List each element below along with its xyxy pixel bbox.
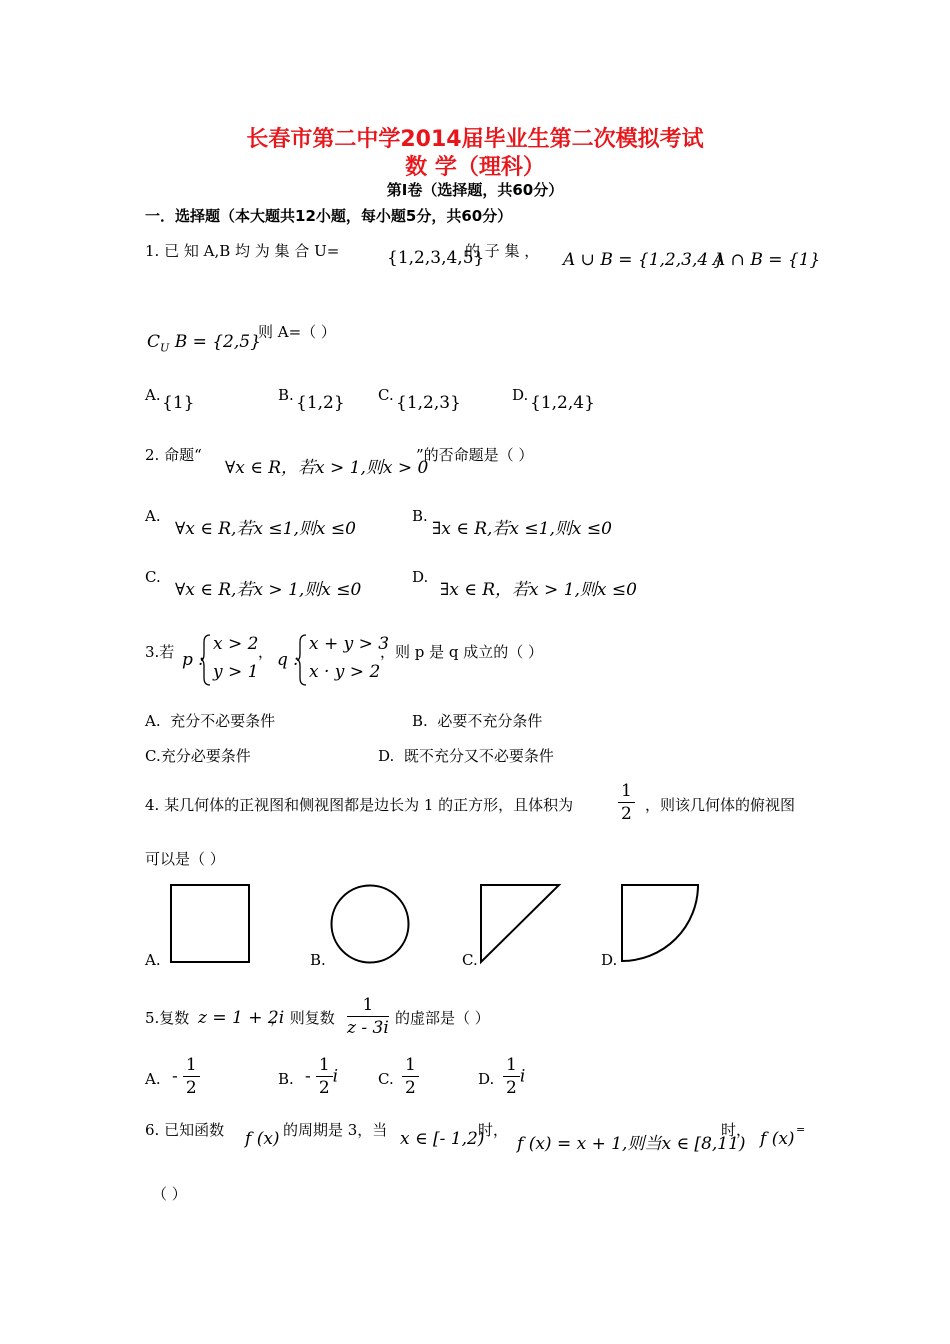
q4-option-c-label: C. xyxy=(462,951,478,969)
exam-subtitle: 数 学（理科） xyxy=(405,155,545,180)
q5-option-d-num: 1 xyxy=(503,1054,520,1077)
q5-stem: 5.复数 xyxy=(145,1009,190,1027)
q5-option-b-label: B. xyxy=(278,1070,294,1088)
q3-option-d-text: 既不充分又不必要条件 xyxy=(403,747,554,765)
q2-option-b: ∃x ∈ R,若x ≤1,则x ≤0 xyxy=(432,519,612,539)
q3-option-c-text: 充分必要条件 xyxy=(160,747,251,765)
q3-q-line2: x · y > 2 xyxy=(309,662,381,682)
q3-tail: ，则 p 是 q 成立的（ ） xyxy=(380,643,544,661)
q6-domain: x ∈ [- 1,2) xyxy=(400,1129,485,1149)
q5-frac-den: z - 3i xyxy=(347,1018,389,1038)
q5-option-a-sign: - xyxy=(172,1066,178,1087)
q6-mid1: 的周期是 3，当 xyxy=(283,1121,388,1139)
q1-mid: 的 子 集 ， xyxy=(465,242,540,260)
q3-p-brace xyxy=(200,634,212,686)
q5-option-a-den: 2 xyxy=(185,1078,197,1098)
q1-option-d: {1,2,4} xyxy=(530,393,595,413)
q4-line2: 可以是（ ） xyxy=(145,850,225,868)
q4-option-b-circle xyxy=(330,884,410,964)
q5-option-b-num: 1 xyxy=(316,1054,333,1077)
q3-option-d-label: D. xyxy=(378,747,395,765)
q3-q-line1: x + y > 3 xyxy=(309,634,390,654)
q3-p-label: p : xyxy=(182,650,205,670)
q4-option-d-label: D. xyxy=(601,951,618,969)
q3-q-brace xyxy=(296,634,308,686)
q3-stem: 3.若 xyxy=(145,643,175,661)
q2-option-a: ∀x ∈ R,若x ≤1,则x ≤0 xyxy=(175,519,356,539)
q2-proposition: ∀x ∈ R，若x > 1,则x > 0 xyxy=(225,458,429,478)
q1-complement-rest: B = {2,5} xyxy=(169,332,261,352)
q6-answer-paren: （ ） xyxy=(152,1185,187,1203)
q5-option-c-num: 1 xyxy=(402,1054,419,1077)
q1-union: A ∪ B = {1,2,3,4 } xyxy=(563,250,725,270)
q2-option-b-label: B. xyxy=(412,507,428,525)
q1-option-c: {1,2,3} xyxy=(396,393,461,413)
q4-option-a-square xyxy=(170,884,250,964)
q3-q-label: q : xyxy=(277,650,300,670)
q4-stem: 4. 某几何体的正视图和侧视图都是边长为 1 的正方形，且体积为 xyxy=(145,796,574,814)
q4-option-b-label: B. xyxy=(310,951,326,969)
q1-option-d-label: D. xyxy=(512,386,529,404)
exam-title: 长春市第二中学2014届毕业生第二次模拟考试 xyxy=(246,127,704,152)
q1-option-b: {1,2} xyxy=(296,393,345,413)
q4-fraction xyxy=(618,780,635,825)
q5-option-d xyxy=(503,1054,525,1099)
q6-rule: f (x) = x + 1,则当x ∈ [8,11) xyxy=(517,1134,746,1154)
q3-p-line1: x > 2 xyxy=(213,634,259,654)
q5-option-a-label: A. xyxy=(145,1070,161,1088)
q5-z: z = 1 + 2i xyxy=(198,1008,285,1028)
q2-option-a-label: A. xyxy=(145,507,161,525)
q5-option-a-num: 1 xyxy=(183,1054,200,1077)
q1-universal-set: {1,2,3,4,5} xyxy=(387,248,485,268)
q3-option-a-label: A. xyxy=(145,712,161,730)
q5-frac-num: 1 xyxy=(347,994,389,1017)
q6-equals: = xyxy=(796,1123,806,1136)
q4-option-c-triangle xyxy=(479,884,561,964)
q2-tail: ”的否命题是（ ） xyxy=(416,446,534,464)
q3-option-a-text: 充分不必要条件 xyxy=(170,712,276,730)
q1-complement-sub: U xyxy=(160,341,170,355)
q5-option-b-den: 2 xyxy=(318,1078,330,1098)
q5-fraction xyxy=(347,994,389,1039)
q1-complement xyxy=(147,332,261,354)
q1-stem: 1. 已 知 A,B 均 为 集 合 U= xyxy=(145,242,340,260)
q1-ask: 则 A=（ ） xyxy=(258,323,336,341)
q4-tail: ，则该几何体的俯视图 xyxy=(645,796,796,814)
q5-option-b-sign: - xyxy=(305,1066,311,1087)
q5-option-d-den: 2 xyxy=(506,1078,517,1098)
q6-fx-2: f (x) xyxy=(760,1129,795,1149)
volume-heading: 第Ⅰ卷（选择题，共60分） xyxy=(386,181,564,199)
q3-option-b-text: 必要不充分条件 xyxy=(437,712,543,730)
q2-option-d-label: D. xyxy=(412,568,429,586)
q6-fx-1: f (x) xyxy=(245,1129,280,1149)
q5-option-c-den: 2 xyxy=(405,1078,416,1098)
q5-option-b xyxy=(305,1054,338,1099)
q6-mid3: 时， xyxy=(721,1121,752,1139)
q1-option-c-label: C. xyxy=(378,386,394,404)
q1-option-b-label: B. xyxy=(278,386,294,404)
q1-option-a-label: A. xyxy=(145,386,161,404)
q5-option-d-label: D. xyxy=(478,1070,495,1088)
q4-option-a-label: A. xyxy=(145,951,161,969)
q3-p-line2: y > 1 xyxy=(213,662,259,682)
q2-option-c-label: C. xyxy=(145,568,161,586)
q4-frac-num: 1 xyxy=(618,780,635,803)
q3-option-c-label: C. xyxy=(145,747,161,765)
q3-option-c xyxy=(145,746,251,766)
q3-option-a xyxy=(145,711,275,731)
q3-option-b-label: B. xyxy=(412,712,428,730)
q3-option-d xyxy=(378,746,554,766)
q2-option-c: ∀x ∈ R,若x > 1,则x ≤0 xyxy=(175,580,362,600)
q1-complement-c: C xyxy=(147,332,161,352)
q5-option-c-label: C. xyxy=(378,1070,394,1088)
q2-option-d: ∃x ∈ R，若x > 1,则x ≤0 xyxy=(440,580,637,600)
q5-mid: ， 则复数 xyxy=(270,1009,335,1027)
q6-stem: 6. 已知函数 xyxy=(145,1121,225,1139)
q4-frac-den: 2 xyxy=(621,804,632,824)
q3-option-b xyxy=(412,711,542,731)
q6-mid2: 时， xyxy=(478,1121,509,1139)
section-heading: 一．选择题（本大题共12小题，每小题5分，共60分） xyxy=(145,207,513,225)
q1-option-a: {1} xyxy=(162,393,195,413)
q5-option-c xyxy=(402,1054,419,1099)
q1-intersection: A ∩ B = {1} xyxy=(713,250,821,270)
q2-stem: 2. 命题“ xyxy=(145,446,202,464)
q4-option-d-quarter-circle xyxy=(620,884,700,964)
q5-tail: 的虚部是（ ） xyxy=(395,1009,490,1027)
q5-option-b-suffix: i xyxy=(332,1066,339,1087)
q5-option-d-suffix: i xyxy=(519,1066,526,1087)
q5-option-a xyxy=(172,1054,200,1099)
